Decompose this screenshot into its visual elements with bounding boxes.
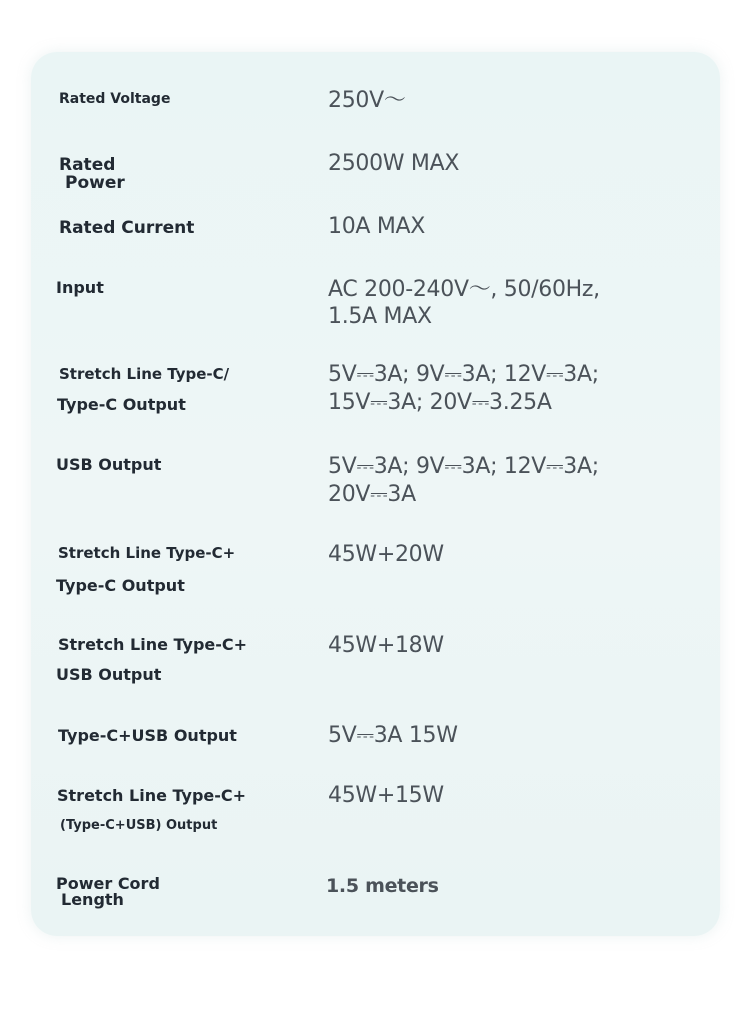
rated-voltage-label: Rated Voltage: [59, 91, 171, 107]
rated-voltage-value: 250V～: [328, 88, 406, 113]
typec-usb-output-label: Type-C+USB Output: [58, 726, 237, 745]
input-label: Input: [56, 278, 104, 297]
stretch-typec-typec-value-line2: 15V⎓3A; 20V⎓3.25A: [328, 390, 552, 415]
stretch-plus-usb-label-line1: Stretch Line Type-C+: [58, 635, 248, 654]
rated-power-value: 2500W MAX: [328, 151, 460, 176]
stretch-plus-typec-usb-label-line2: (Type-C+USB) Output: [60, 818, 218, 833]
input-value-line2: 1.5A MAX: [328, 304, 432, 329]
stretch-plus-typec-usb-value: 45W+15W: [328, 783, 444, 808]
usb-output-label: USB Output: [56, 455, 162, 474]
stretch-typec-typec-label-line2: Type-C Output: [57, 395, 186, 414]
stretch-plus-typec-label-line1: Stretch Line Type-C+: [58, 544, 236, 562]
rated-power-label-line2: Power: [65, 173, 125, 193]
stretch-plus-typec-value: 45W+20W: [328, 542, 444, 567]
input-value-line1: AC 200-240V～, 50/60Hz,: [328, 277, 600, 302]
stretch-typec-typec-label-line1: Stretch Line Type-C/: [59, 365, 230, 383]
usb-output-value-line2: 20V⎓3A: [328, 482, 416, 507]
power-cord-length-value: 1.5 meters: [326, 875, 439, 897]
stretch-plus-typec-usb-label-line1: Stretch Line Type-C+: [57, 786, 247, 805]
power-cord-length-label-line2: Length: [61, 890, 124, 909]
power-cord-length-label-line1: Power Cord: [56, 874, 160, 893]
rated-power-label-line1: Rated: [59, 155, 116, 175]
typec-usb-output-value: 5V⎓3A 15W: [328, 723, 458, 748]
usb-output-value-line1: 5V⎓3A; 9V⎓3A; 12V⎓3A;: [328, 454, 599, 479]
rated-current-value: 10A MAX: [328, 214, 426, 239]
stretch-plus-usb-value: 45W+18W: [328, 633, 444, 658]
rated-current-label: Rated Current: [59, 218, 195, 238]
stretch-typec-typec-value-line1: 5V⎓3A; 9V⎓3A; 12V⎓3A;: [328, 362, 599, 387]
stretch-plus-typec-label-line2: Type-C Output: [56, 576, 185, 595]
stretch-plus-usb-label-line2: USB Output: [56, 665, 162, 684]
